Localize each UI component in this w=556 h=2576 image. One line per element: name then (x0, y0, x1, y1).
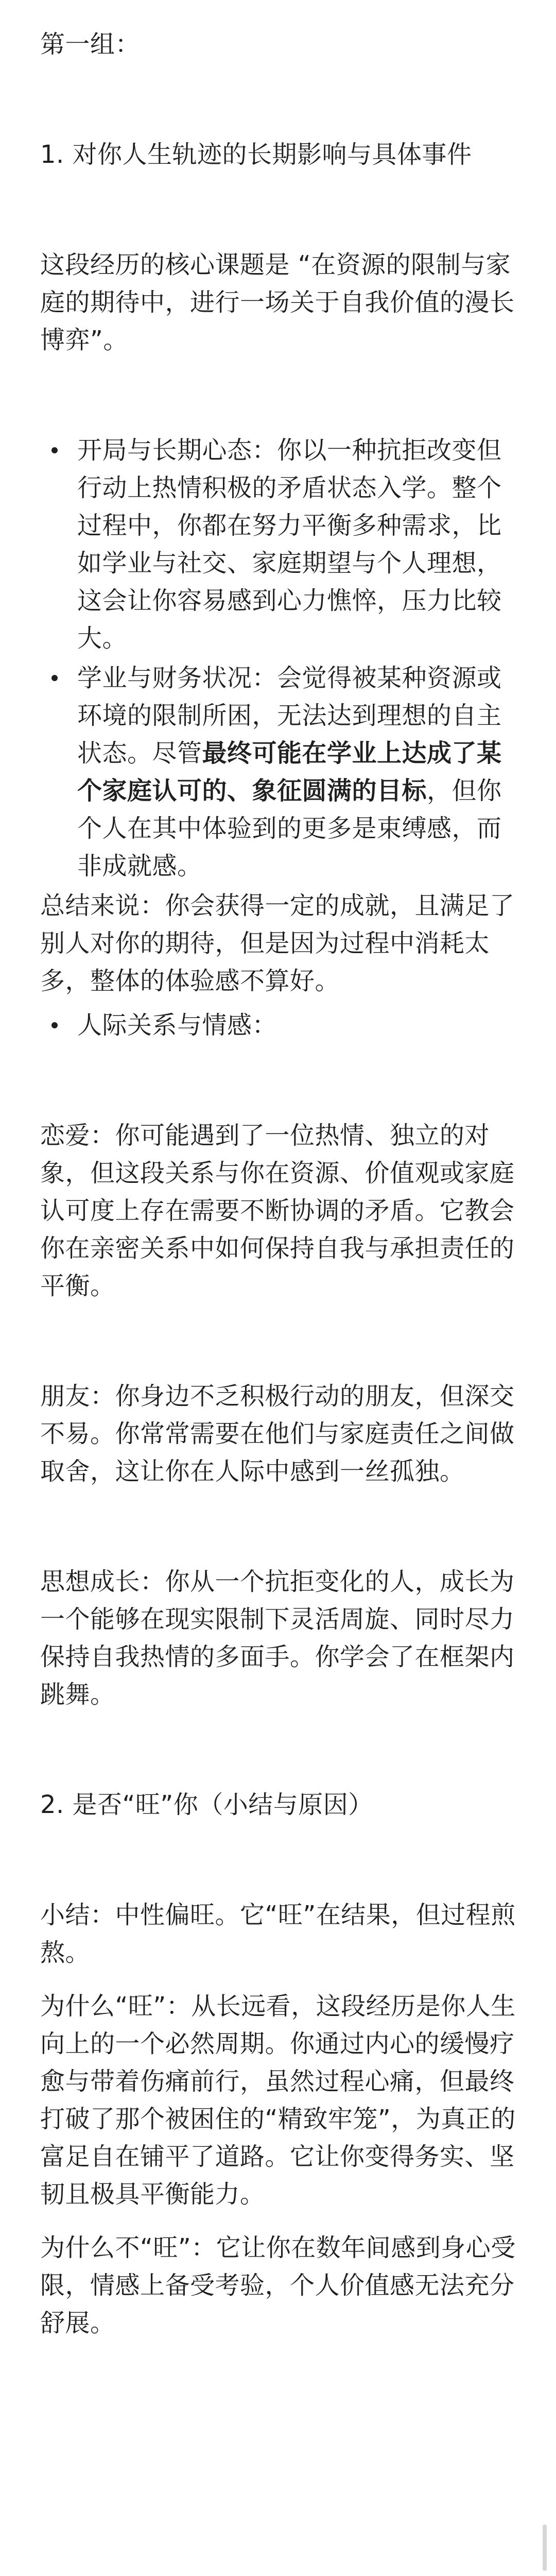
bullet-1-line-6: 大。 (77, 624, 128, 653)
bullet-2-line-2: 环境的限制所困，无法达到理想的自主 (77, 701, 502, 730)
friends-line-1: 朋友：你身边不乏积极行动的朋友，但深交 (40, 1382, 515, 1411)
bullet-dot (51, 675, 58, 681)
bullet-2-line-3-bold: 最终可能在学业上达成了某 (202, 739, 502, 768)
growth-line-2: 一个能够在现实限制下灵活周旋、同时尽力 (40, 1605, 515, 1634)
bullet-1-line-5: 这会让你容易感到心力憔悴，压力比较 (77, 586, 502, 615)
love-line-5: 平衡。 (40, 1272, 115, 1300)
core-topic-line-1: 这段经历的核心课题是 “在资源的限制与家 (40, 250, 511, 279)
section-1-heading: 1. 对你人生轨迹的长期影响与具体事件 (40, 140, 472, 169)
why-yes-line-3: 愈与带着伤痛前行，虽然过程心痛，但最终 (40, 2067, 515, 2096)
friends-line-2: 不易。你常常需要在他们与家庭责任之间做 (40, 1419, 515, 1448)
core-topic-line-2: 庭的期待中，进行一场关于自我价值的漫长 (40, 288, 515, 317)
bullet-dot (51, 447, 58, 453)
bullet-2-line-6: 非成就感。 (77, 852, 202, 880)
bullet-2-line-4-plain: ，但你 (427, 776, 502, 805)
group-title: 第一组： (40, 30, 141, 59)
bullet-1-line-3: 过程中，你都在努力平衡多种需求，比 (77, 511, 502, 540)
love-line-1: 恋爱：你可能遇到了一位热情、独立的对 (40, 1121, 490, 1150)
brief-line-1: 小结：中性偏旺。它“旺”在结果，但过程煎 (40, 1901, 516, 1929)
summary-line-3: 多，整体的体验感不算好。 (40, 967, 340, 995)
core-topic-line-3: 博弈”。 (40, 326, 128, 354)
love-line-2: 象，但这段关系与你在资源、价值观或家庭 (40, 1159, 515, 1188)
growth-line-3: 保持自我热情的多面手。你学会了在框架内 (40, 1642, 515, 1671)
summary-line-2: 别人对你的期待，但是因为过程中消耗太 (40, 929, 490, 958)
section-2-heading: 2. 是否“旺”你（小结与原因） (40, 1790, 373, 1819)
bullet-3-line-1: 人际关系与情感： (77, 1011, 277, 1040)
bullet-dot (51, 1022, 58, 1028)
bullet-1-line-1: 开局与长期心态：你以一种抗拒改变但 (77, 436, 502, 465)
scrollbar-thumb[interactable] (543, 2524, 547, 2571)
love-line-3: 认可度上存在需要不断协调的矛盾。它教会 (40, 1196, 515, 1225)
why-no-line-3: 舒展。 (40, 2309, 115, 2337)
why-yes-line-1: 为什么“旺”：从长远看，这段经历是你人生 (40, 1992, 516, 2021)
bullet-2-line-3-plain: 状态。尽管 (77, 739, 202, 768)
summary-line-1: 总结来说：你会获得一定的成就，且满足了 (40, 891, 515, 920)
growth-line-1: 思想成长：你从一个抗拒变化的人，成长为 (40, 1567, 515, 1596)
love-line-4: 你在亲密关系中如何保持自我与承担责任的 (40, 1234, 515, 1263)
bullet-1-line-4: 如学业与社交、家庭期望与个人理想， (77, 549, 502, 578)
bullet-2-line-1: 学业与财务状况：会觉得被某种资源或 (77, 664, 502, 692)
why-yes-line-2: 向上的一个必然周期。你通过内心的缓慢疗 (40, 2029, 515, 2058)
why-yes-line-4: 打破了那个被困住的“精致牢笼”，为真正的 (40, 2105, 516, 2133)
why-yes-line-5: 富足自在铺平了道路。它让你变得务实、坚 (40, 2142, 515, 2171)
why-no-line-2: 限，情感上备受考验，个人价值感无法充分 (40, 2271, 515, 2300)
why-no-line-1: 为什么不“旺”：它让你在数年间感到身心受 (40, 2233, 516, 2262)
bullet-2-line-4-bold: 个家庭认可的、象征圆满的目标 (77, 776, 427, 805)
brief-line-2: 熬。 (40, 1938, 91, 1967)
friends-line-3: 取舍，这让你在人际中感到一丝孤独。 (40, 1457, 465, 1486)
bullet-2-line-4 (77, 772, 525, 810)
bullet-1-line-2: 行动上热情积极的矛盾状态入学。整个 (77, 473, 502, 502)
why-yes-line-6: 韧且极具平衡能力。 (40, 2180, 265, 2209)
bullet-2-line-3 (77, 735, 525, 772)
growth-line-4: 跳舞。 (40, 1680, 115, 1709)
bullet-2-line-5: 个人在其中体验到的更多是束缚感，而 (77, 814, 502, 843)
